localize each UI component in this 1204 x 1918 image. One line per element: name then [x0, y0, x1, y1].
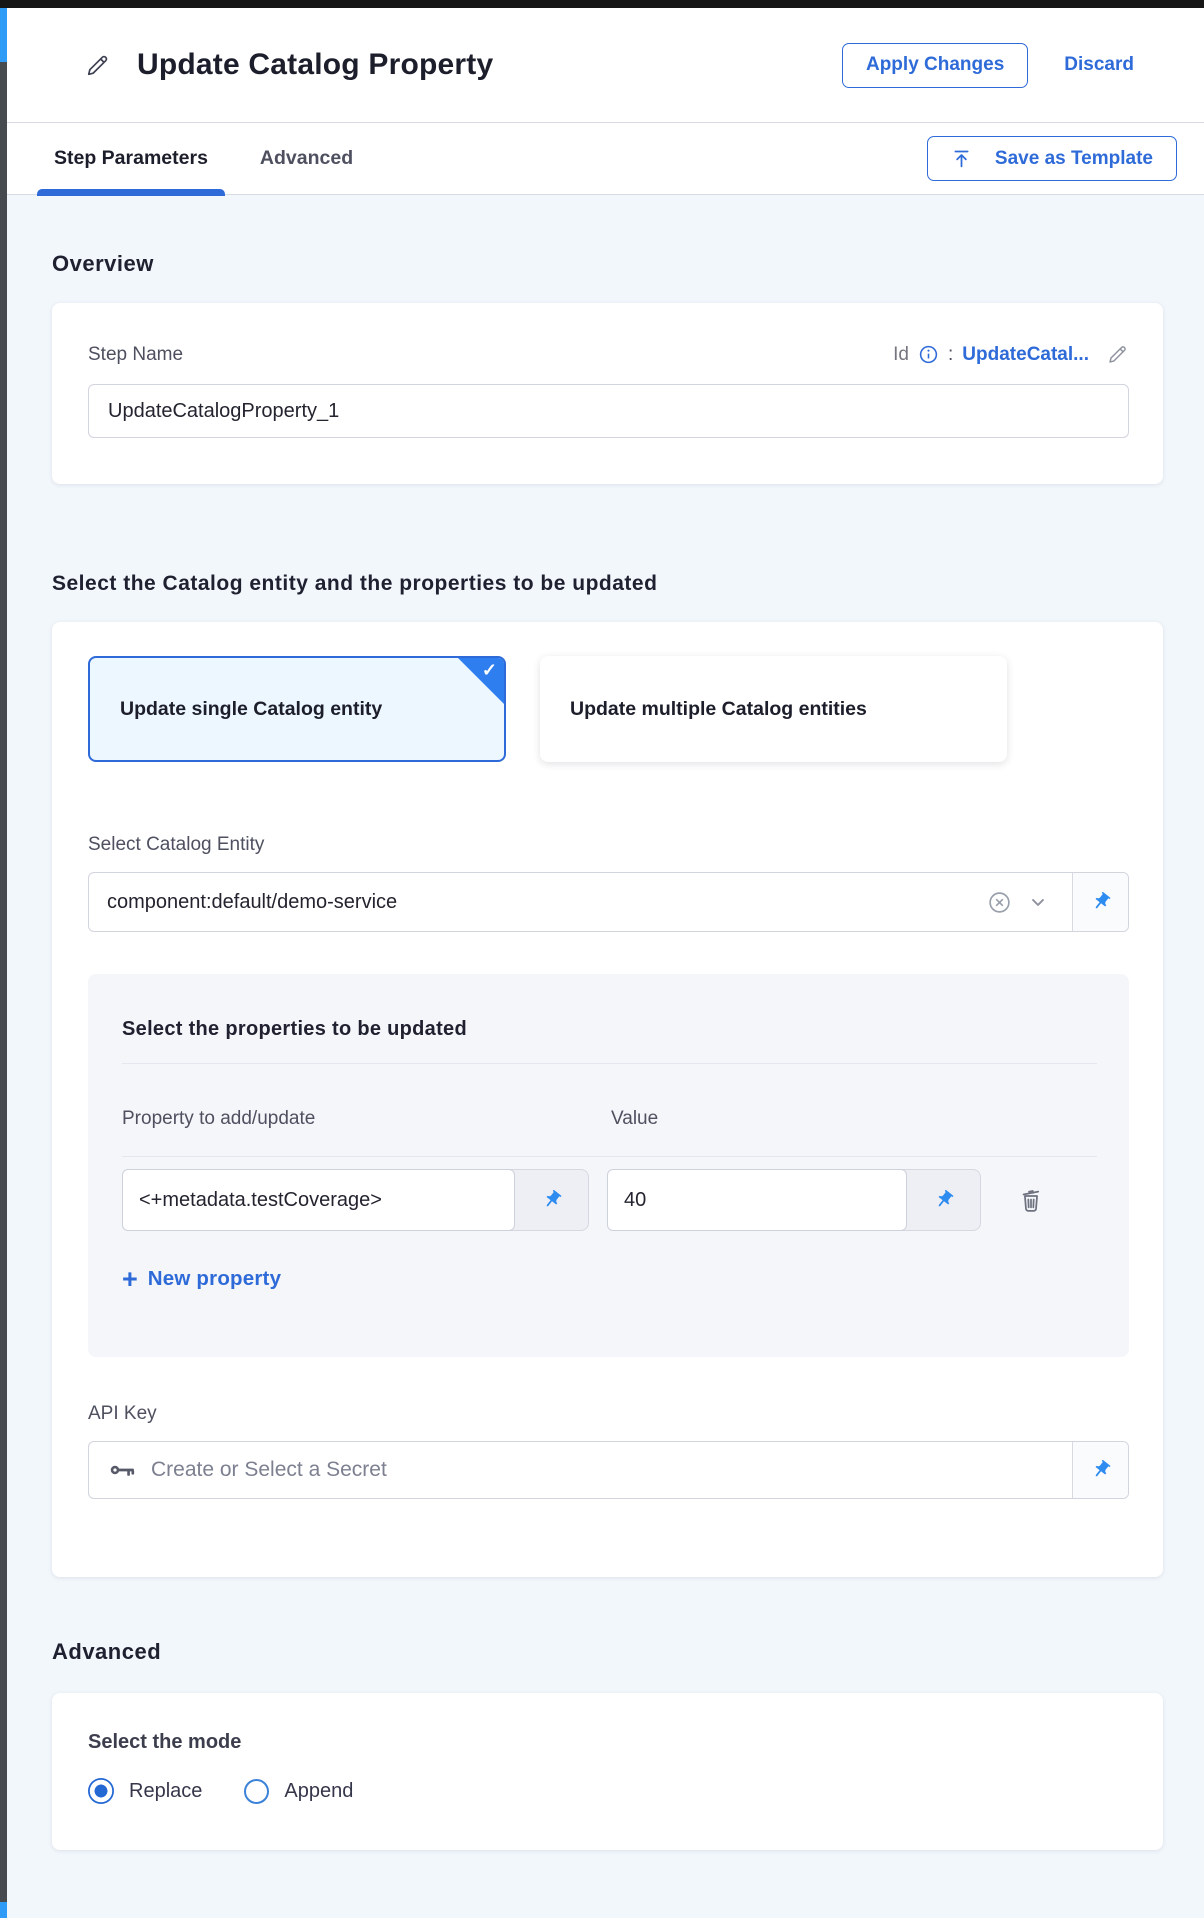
select-mode-label: Select the mode: [88, 1731, 242, 1753]
delete-row-trash-icon[interactable]: [1017, 1186, 1045, 1214]
option-update-single-entity[interactable]: Update single Catalog entity ✓: [88, 656, 506, 762]
radio-append-label: Append: [284, 1779, 354, 1802]
column-value-label: Value: [611, 1108, 659, 1129]
screenshot-top-edge: [0, 0, 1204, 8]
active-tab-underline: [37, 189, 225, 196]
pin-input-type-button[interactable]: [515, 1170, 588, 1230]
step-id-value[interactable]: UpdateCatal...: [962, 343, 1089, 365]
step-name-input[interactable]: [88, 384, 1129, 438]
api-key-label: API Key: [88, 1403, 157, 1424]
left-edge-blue-segment: [0, 8, 7, 62]
plus-icon: +: [122, 1264, 138, 1294]
apply-changes-button[interactable]: Apply Changes: [842, 43, 1028, 88]
radio-replace[interactable]: [88, 1778, 114, 1804]
overview-card: [52, 303, 1163, 484]
edit-id-pencil-icon[interactable]: [1106, 343, 1129, 366]
tab-advanced[interactable]: Advanced: [259, 147, 354, 169]
mode-radio-group: [88, 1778, 1127, 1804]
panel-header: [7, 8, 1204, 123]
pin-input-type-button[interactable]: [907, 1170, 980, 1230]
property-value-field-group: [607, 1169, 981, 1231]
info-icon[interactable]: [918, 344, 939, 365]
catalog-entity-select[interactable]: [88, 872, 1129, 932]
pin-icon: [932, 1188, 956, 1212]
clear-selection-icon[interactable]: [987, 890, 1012, 915]
check-icon: ✓: [481, 660, 497, 680]
column-property-label: Property to add/update: [122, 1108, 316, 1129]
panel-content: [7, 195, 1204, 1850]
chevron-down-icon[interactable]: [1028, 892, 1048, 912]
step-id-group: [893, 343, 1129, 366]
screenshot-left-edge: [0, 0, 7, 1918]
upload-icon: [951, 148, 983, 169]
pin-icon: [1089, 1458, 1113, 1482]
discard-button[interactable]: Discard: [1064, 54, 1134, 75]
step-name-label: Step Name: [88, 343, 184, 365]
left-edge-blue-bottom-segment: [0, 1902, 7, 1918]
divider: [122, 1156, 1097, 1157]
key-icon: [107, 1455, 137, 1485]
save-as-template-button[interactable]: Save as Template: [927, 136, 1177, 181]
radio-replace-label: Replace: [129, 1779, 203, 1802]
edit-pencil-icon: [84, 52, 111, 79]
id-label: Id: [893, 343, 910, 365]
api-key-secret-input[interactable]: [151, 1458, 1054, 1482]
property-row: [122, 1169, 1097, 1231]
page-title: Update Catalog Property: [137, 48, 494, 81]
advanced-card: [52, 1693, 1163, 1850]
property-name-input[interactable]: [122, 1169, 515, 1231]
property-value-input[interactable]: [607, 1169, 907, 1231]
pin-input-type-button[interactable]: [1072, 873, 1128, 931]
id-separator: :: [948, 343, 954, 365]
step-config-panel: [7, 8, 1204, 1918]
option-update-multiple-entities[interactable]: Update multiple Catalog entities: [540, 656, 1007, 762]
overview-heading: Overview: [52, 251, 154, 276]
api-key-field: [88, 1441, 1129, 1499]
pin-icon: [1089, 890, 1113, 914]
entity-card: [52, 622, 1163, 1577]
select-catalog-entity-label: Select Catalog Entity: [88, 834, 265, 855]
radio-append[interactable]: [244, 1779, 269, 1804]
properties-heading: Select the properties to be updated: [122, 1018, 468, 1040]
pin-icon: [540, 1188, 564, 1212]
pin-input-type-button[interactable]: [1072, 1442, 1128, 1498]
catalog-entity-value: component:default/demo-service: [107, 890, 398, 913]
properties-column-headers: [122, 1108, 1097, 1130]
properties-box: [88, 974, 1129, 1357]
divider: [122, 1063, 1097, 1064]
property-name-field-group: [122, 1169, 589, 1231]
entity-section-heading: Select the Catalog entity and the properties to be updated: [52, 572, 658, 595]
tab-step-parameters[interactable]: Step Parameters: [37, 123, 225, 195]
tab-bar: [7, 123, 1204, 195]
update-mode-options: [88, 656, 1129, 762]
advanced-heading: Advanced: [52, 1639, 162, 1664]
new-property-button[interactable]: + New property: [122, 1264, 282, 1294]
